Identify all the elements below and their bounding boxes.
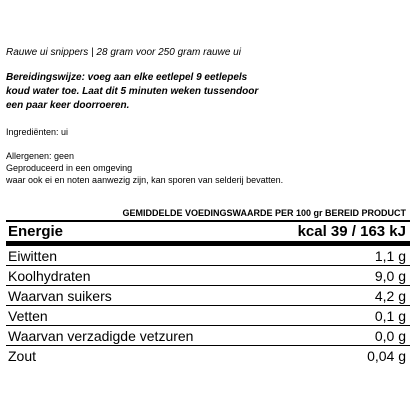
nutrient-value: 0,0 g [374,327,406,344]
production-environment-text: Geproduceerd in een omgeving [6,163,133,173]
nutrient-value: 9,0 g [374,267,406,284]
nutrient-value: 0,04 g [367,348,406,364]
nutrient-label: Koolhydraten [8,267,91,284]
nutrition-row-protein [6,246,410,266]
nutrient-label: Waarvan verzadigde vetzuren [8,327,194,344]
preparation-line-3: een paar keer doorroeren. [6,100,130,111]
preparation-line-1: Bereidingswijze: voeg aan elke eetlepel 9 eetlepels [6,72,248,83]
nutrient-label: Vetten [8,307,48,324]
nutrition-caption: GEMIDDELDE VOEDINGSWAARDE PER 100 gr BEREID PRODUCT [122,208,406,218]
nutrition-panel [6,207,410,366]
nutrition-row-saturated-fats [6,326,410,346]
nutrition-row-sugars [6,286,410,306]
nutrient-value: 1,1 g [374,247,406,264]
nutrition-table [6,220,410,366]
preparation-line-2: koud water toe. Laat dit 5 minuten weken tussendoor [6,86,259,97]
ingredients-text: Ingrediënten: ui [6,127,69,137]
nutrient-value: 0,1 g [374,307,406,324]
nutrient-label: Eiwitten [8,247,58,264]
allergens-text: Allergenen: geen [6,151,75,161]
nutrition-row-fats [6,306,410,326]
nutrient-label: Waarvan suikers [8,287,112,304]
energy-label: Energie [8,223,64,240]
nutrient-value: 4,2 g [374,287,406,304]
energy-value: kcal 39 / 163 kJ [297,223,406,240]
nutrition-row-carbohydrates [6,266,410,286]
nutrition-row-salt [6,346,410,366]
traces-text: waar ook ei en noten aanwezig zijn, kan sporen van selderij bevatten. [6,175,284,185]
energy-row [6,222,410,246]
product-title: Rauwe ui snippers | 28 gram voor 250 gram rauwe ui [6,47,241,58]
nutrient-label: Zout [8,348,37,364]
